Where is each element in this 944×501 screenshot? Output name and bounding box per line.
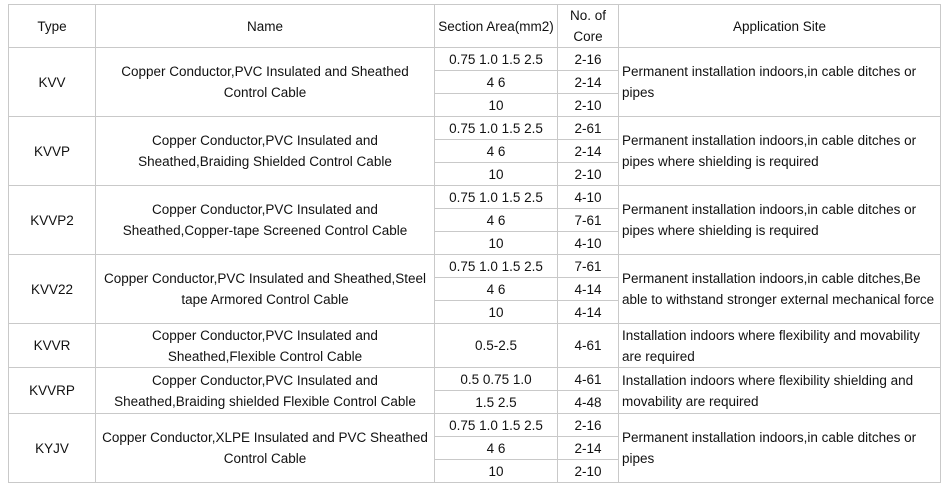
cell-name: Copper Conductor,PVC Insulated and Sheathed,Braiding Shielded Control Cable — [96, 117, 435, 186]
cell-no-of-core: 4-10 — [558, 186, 619, 209]
cell-section-area: 4 6 — [435, 437, 558, 460]
cell-name: Copper Conductor,PVC Insulated and Sheathed,Braiding shielded Flexible Control Cable — [96, 368, 435, 414]
cell-name: Copper Conductor,PVC Insulated and Sheathed,Flexible Control Cable — [96, 324, 435, 368]
cell-no-of-core: 4-61 — [558, 368, 619, 391]
cell-section-area: 4 6 — [435, 209, 558, 232]
cell-section-area: 1.5 2.5 — [435, 391, 558, 414]
header-section-area: Section Area(mm2) — [435, 5, 558, 48]
cell-application-site: Permanent installation indoors,in cable ditches or pipes — [619, 414, 941, 483]
cell-type: KVV — [9, 48, 96, 117]
cell-section-area: 4 6 — [435, 140, 558, 163]
cell-name: Copper Conductor,PVC Insulated and Sheathed,Copper-tape Screened Control Cable — [96, 186, 435, 255]
table-row — [9, 117, 941, 140]
cell-no-of-core: 2-10 — [558, 163, 619, 186]
cell-name: Copper Conductor,PVC Insulated and Sheathed Control Cable — [96, 48, 435, 117]
table-row — [9, 368, 941, 391]
table-row — [9, 186, 941, 209]
cell-type: KYJV — [9, 414, 96, 483]
cell-no-of-core: 7-61 — [558, 255, 619, 278]
cell-section-area: 10 — [435, 460, 558, 483]
cell-no-of-core: 4-10 — [558, 232, 619, 255]
cell-application-site: Permanent installation indoors,in cable ditches or pipes — [619, 48, 941, 117]
cell-type: KVVP2 — [9, 186, 96, 255]
cell-section-area: 10 — [435, 301, 558, 324]
cell-no-of-core: 2-14 — [558, 140, 619, 163]
cell-section-area: 0.5 0.75 1.0 — [435, 368, 558, 391]
cell-name: Copper Conductor,PVC Insulated and Sheathed,Steel tape Armored Control Cable — [96, 255, 435, 324]
cell-type: KVV22 — [9, 255, 96, 324]
cell-section-area: 10 — [435, 163, 558, 186]
table-row — [9, 414, 941, 437]
cell-section-area: 4 6 — [435, 71, 558, 94]
cell-type: KVVP — [9, 117, 96, 186]
header-name: Name — [96, 5, 435, 48]
cell-name: Copper Conductor,XLPE Insulated and PVC Sheathed Control Cable — [96, 414, 435, 483]
table-row — [9, 48, 941, 71]
table-body — [9, 48, 941, 483]
header-type: Type — [9, 5, 96, 48]
cell-section-area: 10 — [435, 94, 558, 117]
cell-section-area: 10 — [435, 232, 558, 255]
cell-section-area: 4 6 — [435, 278, 558, 301]
table-row — [9, 255, 941, 278]
cell-no-of-core: 4-14 — [558, 301, 619, 324]
cell-no-of-core: 2-61 — [558, 117, 619, 140]
table-row — [9, 324, 941, 368]
cell-type: KVVRP — [9, 368, 96, 414]
cell-no-of-core: 2-10 — [558, 460, 619, 483]
table-header — [9, 5, 941, 48]
cell-no-of-core: 7-61 — [558, 209, 619, 232]
cell-no-of-core: 2-16 — [558, 414, 619, 437]
cell-application-site: Permanent installation indoors,in cable ditches or pipes where shielding is required — [619, 186, 941, 255]
cell-application-site: Installation indoors where flexibility shielding and movability are required — [619, 368, 941, 414]
cell-application-site: Permanent installation indoors,in cable ditches,Be able to withstand stronger external mechanical force — [619, 255, 941, 324]
cell-no-of-core: 2-16 — [558, 48, 619, 71]
cell-section-area: 0.75 1.0 1.5 2.5 — [435, 48, 558, 71]
cable-spec-table — [8, 4, 941, 483]
cell-section-area: 0.75 1.0 1.5 2.5 — [435, 117, 558, 140]
cell-no-of-core: 4-61 — [558, 324, 619, 368]
cell-type: KVVR — [9, 324, 96, 368]
cell-no-of-core: 4-14 — [558, 278, 619, 301]
header-no-of-core: No. of Core — [558, 5, 619, 48]
cell-section-area: 0.5-2.5 — [435, 324, 558, 368]
cell-no-of-core: 2-14 — [558, 71, 619, 94]
cell-section-area: 0.75 1.0 1.5 2.5 — [435, 414, 558, 437]
cell-application-site: Installation indoors where flexibility and movability are required — [619, 324, 941, 368]
cell-section-area: 0.75 1.0 1.5 2.5 — [435, 186, 558, 209]
cell-section-area: 0.75 1.0 1.5 2.5 — [435, 255, 558, 278]
cell-no-of-core: 2-14 — [558, 437, 619, 460]
cell-application-site: Permanent installation indoors,in cable ditches or pipes where shielding is required — [619, 117, 941, 186]
cell-no-of-core: 2-10 — [558, 94, 619, 117]
header-application-site: Application Site — [619, 5, 941, 48]
cell-no-of-core: 4-48 — [558, 391, 619, 414]
